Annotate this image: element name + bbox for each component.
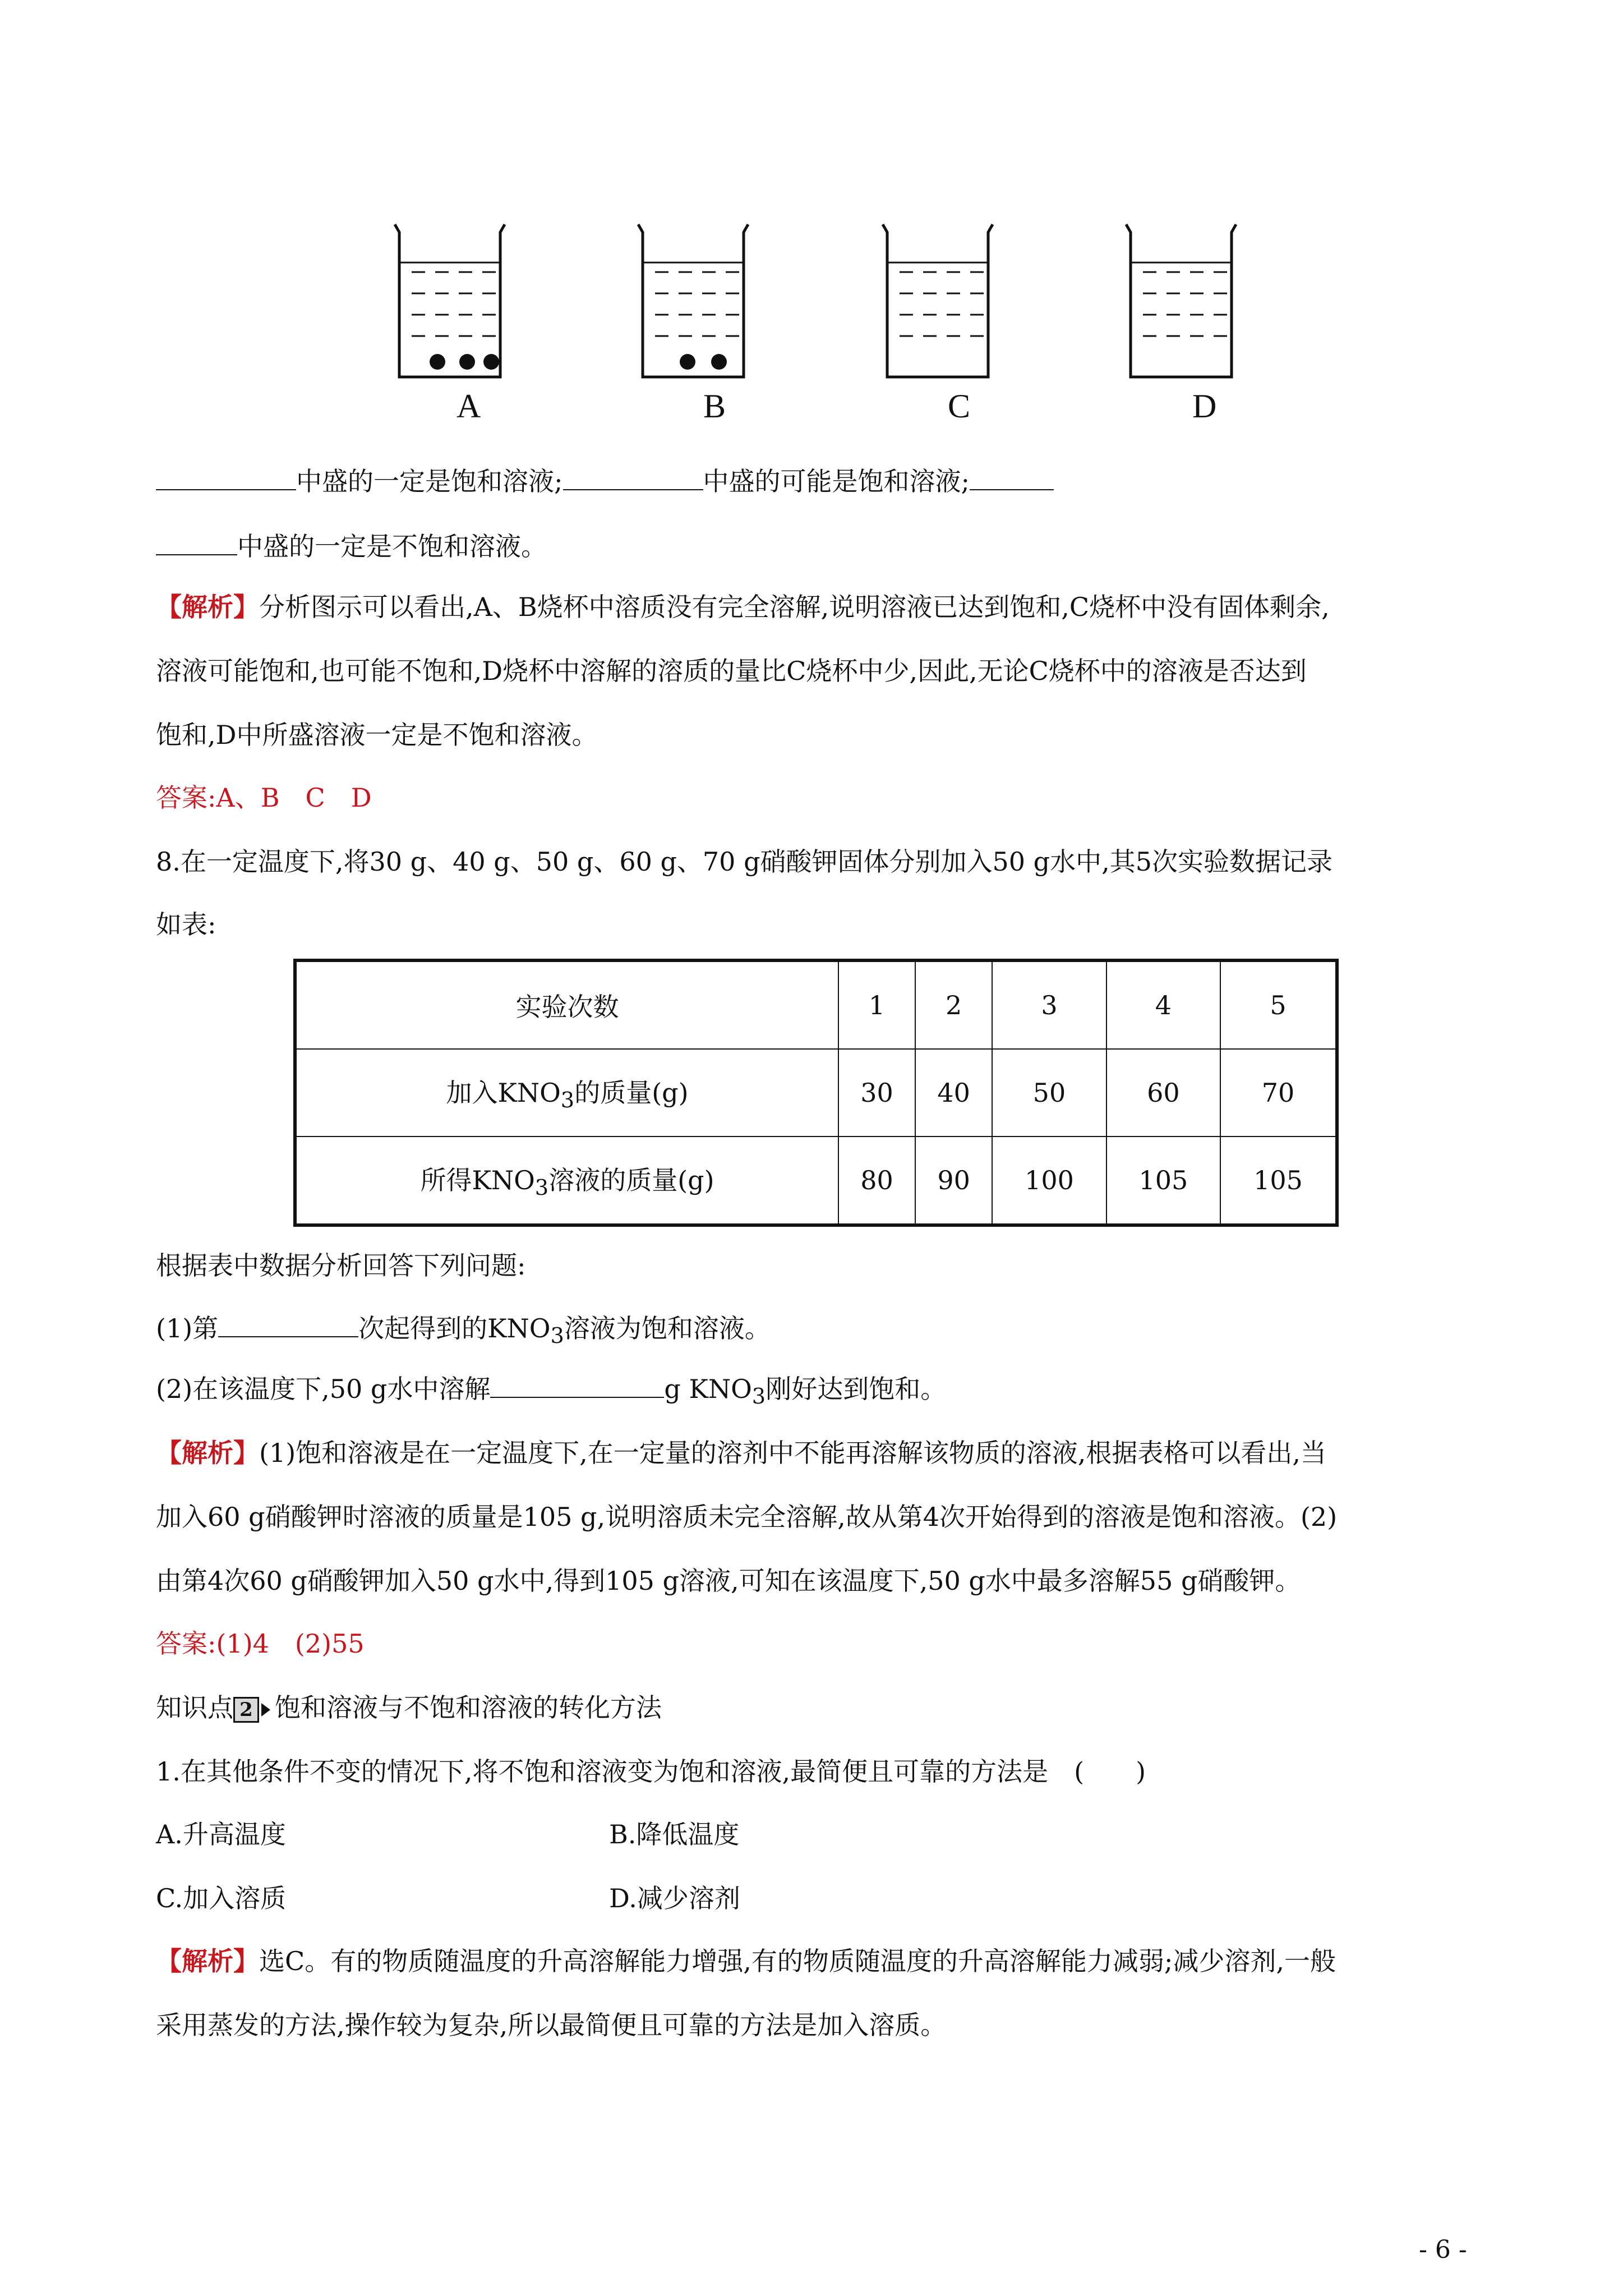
- option-a[interactable]: A.升高温度: [156, 1819, 286, 1849]
- q1-stem: 1.在其他条件不变的情况下,将不饱和溶液变为饱和溶液,最简便且可靠的方法是 ( ): [156, 1756, 1146, 1787]
- q8-analysis-line2: 加入60 g硝酸钾时溶液的质量是105 g,说明溶质未完全溶解,故从第4次开始得到的溶液是饱和溶液。(2): [156, 1502, 1338, 1532]
- table-cell: 30: [838, 1049, 915, 1137]
- blank[interactable]: [156, 464, 296, 490]
- table-cell: 60: [1106, 1049, 1220, 1137]
- table-cell: 80: [838, 1137, 915, 1225]
- table-row: [295, 1137, 1337, 1225]
- beaker-label-d: D: [1192, 388, 1217, 425]
- blank[interactable]: [563, 464, 703, 490]
- triangle-arrow-icon: [261, 1703, 270, 1717]
- beaker-label-c: C: [948, 388, 971, 425]
- q7-analysis-line2: 溶液可能饱和,也可能不饱和,D烧杯中溶解的溶质的量比C烧杯中少,因此,无论C烧杯中的溶液是否达到: [156, 656, 1307, 686]
- blank[interactable]: [156, 530, 237, 555]
- beaker-label-b: B: [703, 388, 726, 425]
- option-d[interactable]: D.减少溶剂: [609, 1883, 740, 1913]
- q7-analysis-line3: 饱和,D中所盛溶液一定是不饱和溶液。: [156, 720, 598, 750]
- solid-particle: [459, 354, 475, 370]
- table-cell: 3: [992, 960, 1106, 1049]
- beaker-c: [883, 224, 993, 377]
- table-cell: 90: [915, 1137, 992, 1225]
- beakers-figure: [0, 0, 1623, 393]
- table-cell: 实验次数: [295, 960, 838, 1049]
- table-cell: 40: [915, 1049, 992, 1137]
- blank[interactable]: [970, 464, 1054, 490]
- q8-stem-line2: 如表:: [156, 909, 216, 940]
- q8-analysis-line1: 【解析】(1)饱和溶液是在一定温度下,在一定量的溶剂中不能再溶解该物质的溶液,根据表格可以看出,当: [156, 1438, 1327, 1468]
- table-cell: 2: [915, 960, 992, 1049]
- table-cell: 1: [838, 960, 915, 1049]
- q8-stem-line1: 8.在一定温度下,将30 g、40 g、50 g、60 g、70 g硝酸钾固体分别加入50 g水中,其5次实验数据记录: [156, 846, 1333, 877]
- q8-sub2: (2)在该温度下,50 g水中溶解 g $KNO_3$刚好达到饱和。: [156, 1372, 946, 1414]
- table-cell: 70: [1220, 1049, 1337, 1137]
- table-cell: 105: [1220, 1137, 1337, 1225]
- solid-particle: [430, 354, 445, 370]
- option-b[interactable]: B.降低温度: [609, 1819, 740, 1849]
- blank[interactable]: [490, 1372, 664, 1398]
- table-cell: 加入$KNO_3$的质量(g): [295, 1049, 838, 1137]
- table-cell: 4: [1106, 960, 1220, 1049]
- blank[interactable]: [218, 1312, 358, 1337]
- q8-prompt: 根据表中数据分析回答下列问题:: [156, 1250, 526, 1281]
- page-number: - 6 -: [1419, 2235, 1467, 2264]
- solid-particle: [711, 354, 727, 370]
- q7-answer: 答案:A、B C D: [156, 783, 372, 813]
- table-row: [295, 1049, 1337, 1137]
- solid-particle: [680, 354, 695, 370]
- option-c[interactable]: C.加入溶质: [156, 1883, 287, 1913]
- q8-answer: 答案:(1)4 (2)55: [156, 1628, 365, 1659]
- table-cell: 所得$KNO_3$溶液的质量(g): [295, 1137, 838, 1225]
- q7-fill-line2: 中盛的一定是不饱和溶液。: [156, 530, 547, 563]
- q8-analysis-line3: 由第4次60 g硝酸钾加入50 g水中,得到105 g溶液,可知在该温度下,50 g水中最多溶解55 g硝酸钾。: [156, 1566, 1301, 1596]
- table-cell: 105: [1106, 1137, 1220, 1225]
- beaker-a: [395, 224, 505, 377]
- solid-particle: [483, 354, 499, 370]
- q7-analysis-line1: 【解析】分析图示可以看出,A、B烧杯中溶质没有完全溶解,说明溶液已达到饱和,C烧杯中没有固体剩余,: [156, 592, 1330, 622]
- knowledge-point-badge: 2: [233, 1697, 259, 1723]
- table-row: [295, 960, 1337, 1049]
- q1-analysis-line1: 【解析】选C。有的物质随温度的升高溶解能力增强,有的物质随温度的升高溶解能力减弱;减少溶剂,一般: [156, 1946, 1336, 1976]
- table-cell: 5: [1220, 960, 1337, 1049]
- q7-fill-line1: 中盛的一定是饱和溶液; 中盛的可能是饱和溶液;: [156, 464, 1054, 498]
- beaker-label-a: A: [457, 388, 481, 425]
- q8-sub1: (1)第 次起得到的$KNO_3$溶液为饱和溶液。: [156, 1312, 771, 1353]
- q1-analysis-line2: 采用蒸发的方法,操作较为复杂,所以最简便且可靠的方法是加入溶质。: [156, 2010, 947, 2040]
- knowledge-point-heading: 知识点 2 饱和溶液与不饱和溶液的转化方法: [156, 1692, 662, 1723]
- beaker-b: [638, 224, 748, 377]
- table-cell: 50: [992, 1049, 1106, 1137]
- beaker-d: [1126, 224, 1236, 377]
- table-cell: 100: [992, 1137, 1106, 1225]
- experiment-table: [293, 959, 1339, 1227]
